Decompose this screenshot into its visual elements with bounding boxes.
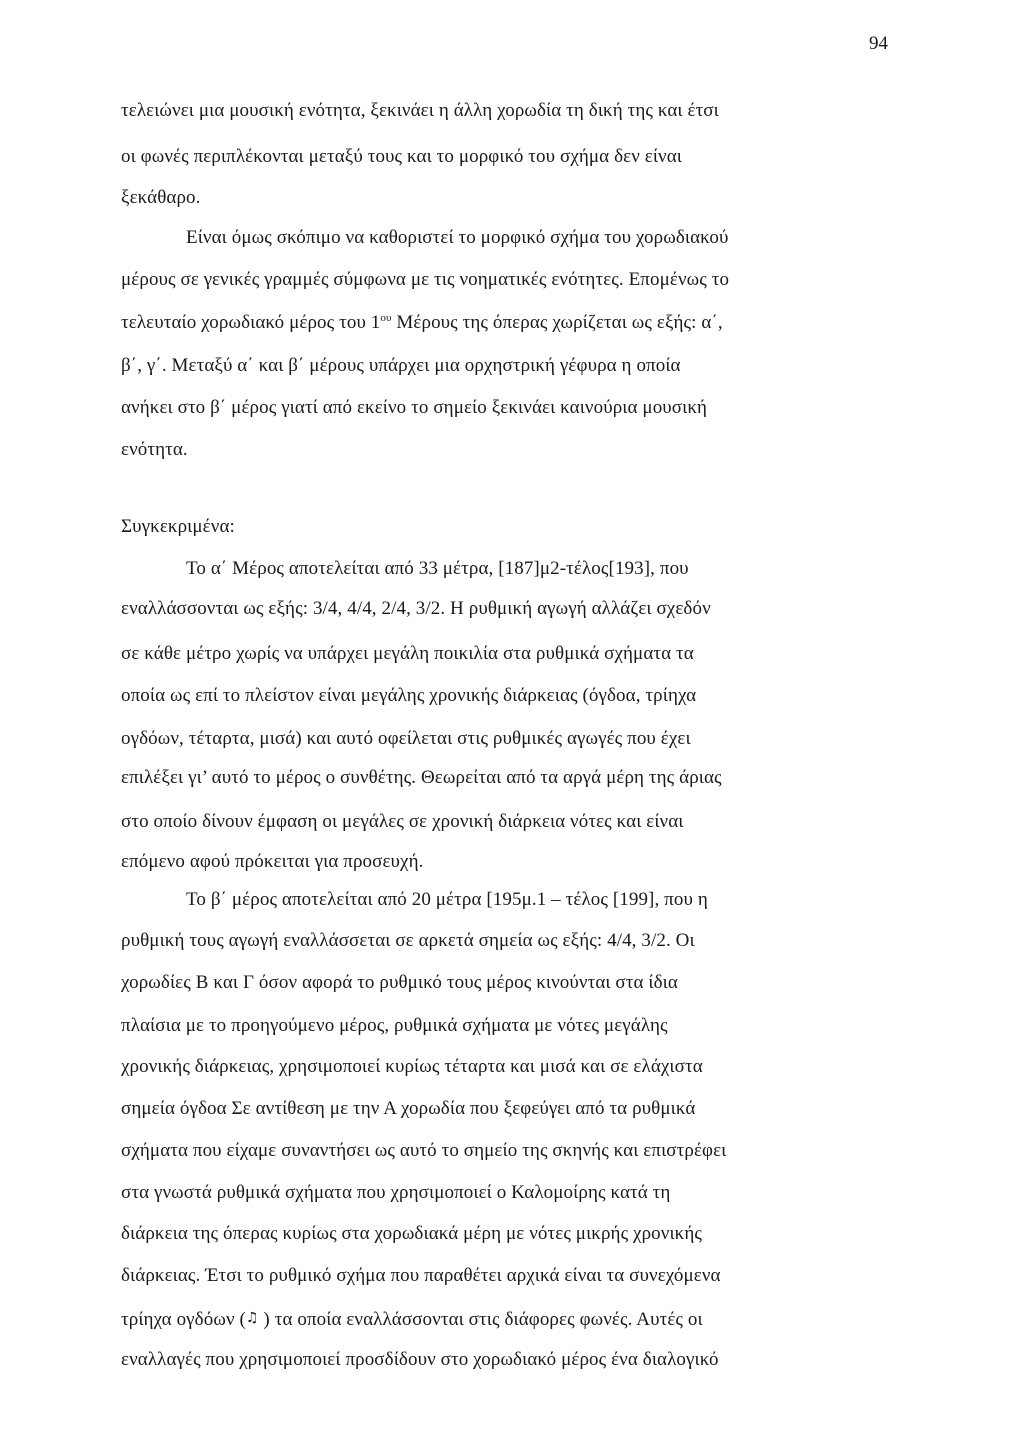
text-line-30: εναλλαγές που χρησιμοποιεί προσδίδουν στο χορωδιακό μέρος ένα διαλογικό	[121, 1349, 719, 1370]
text-line-7: β΄, γ΄. Μεταξύ α΄ και β΄ μέρους υπάρχει μια ορχηστρική γέφυρα η οποία	[121, 355, 681, 376]
text-line-10: Συγκεκριμένα:	[121, 516, 235, 537]
text-line-13: σε κάθε μέτρο χωρίς να υπάρχει μεγάλη ποικιλία στα ρυθμικά σχήματα τα	[121, 643, 694, 664]
text-line-29-after: ) τα οποία εναλλάσσονται στις διάφορες φωνές. Αυτές οι	[258, 1309, 703, 1330]
text-line-29-before: τρίηχα ογδόων (	[121, 1309, 246, 1330]
eighth-notes-triplet-icon: ♫	[245, 1310, 259, 1326]
text-line-27: διάρκεια της όπερας κυρίως στα χορωδιακά μέρη με νότες μικρής χρονικής	[121, 1223, 703, 1244]
text-line-25: σχήματα που είχαμε συναντήσει ως αυτό το σημείο της σκηνής και επιστρέφει	[121, 1140, 727, 1161]
text-line-20: ρυθμική τους αγωγή εναλλάσσεται σε αρκετά σημεία ως εξής: 4/4, 3/2. Οι	[121, 930, 695, 951]
text-line-11: Το α΄ Μέρος αποτελείται από 33 μέτρα, [187]μ2-τέλος[193], που	[186, 558, 689, 579]
text-line-2: οι φωνές περιπλέκονται μεταξύ τους και το μορφικό του σχήμα δεν είναι	[121, 146, 682, 167]
text-line-24: σημεία όγδοα Σε αντίθεση με την Α χορωδία που ξεφεύγει από τα ρυθμικά	[121, 1098, 696, 1119]
page-number: 94	[869, 33, 888, 54]
text-line-1: τελειώνει μια μουσική ενότητα, ξεκινάει η άλλη χορωδία τη δική της και έτσι	[121, 100, 719, 121]
text-line-26: στα γνωστά ρυθμικά σχήματα που χρησιμοποιεί ο Καλομοίρης κατά τη	[121, 1182, 671, 1203]
text-line-23: χρονικής διάρκειας, χρησιμοποιεί κυρίως τέταρτα και μισά και σε ελάχιστα	[121, 1056, 703, 1077]
text-line-6-after: Μέρους της όπερας χωρίζεται ως εξής: α΄,	[391, 312, 723, 333]
text-line-4: Είναι όμως σκόπιμο να καθοριστεί το μορφικό σχήμα του χορωδιακού	[186, 227, 729, 248]
text-line-9: ενότητα.	[121, 439, 188, 460]
text-line-8: ανήκει στο β΄ μέρος γιατί από εκείνο το σημείο ξεκινάει καινούρια μουσική	[121, 397, 708, 418]
text-line-6-before: τελευταίο χορωδιακό μέρος του 1	[121, 312, 381, 333]
text-line-5: μέρους σε γενικές γραμμές σύμφωνα με τις νοηματικές ενότητες. Επομένως το	[121, 269, 730, 290]
text-line-28: διάρκειας. Έτσι το ρυθμικό σχήμα που παραθέτει αρχικά είναι τα συνεχόμενα	[121, 1265, 721, 1286]
text-line-17: στο οποίο δίνουν έμφαση οι μεγάλες σε χρονική διάρκεια νότες και είναι	[121, 811, 684, 832]
text-line-18: επόμενο αφού πρόκειται για προσευχή.	[121, 851, 424, 872]
text-line-14: οποία ως επί το πλείστον είναι μεγάλης χρονικής διάρκειας (όγδοα, τρίηχα	[121, 685, 697, 706]
ordinal-superscript: ου	[380, 312, 392, 324]
text-line-3: ξεκάθαρο.	[121, 187, 201, 208]
text-line-12: εναλλάσσονται ως εξής: 3/4, 4/4, 2/4, 3/2. Η ρυθμική αγωγή αλλάζει σχεδόν	[121, 598, 711, 619]
text-line-15: ογδόων, τέταρτα, μισά) και αυτό οφείλεται στις ρυθμικές αγωγές που έχει	[121, 728, 691, 749]
text-line-16: επιλέξει γι’ αυτό το μέρος ο συνθέτης. Θεωρείται από τα αργά μέρη της άριας	[121, 767, 722, 788]
text-line-6	[121, 311, 723, 335]
text-line-19: Το β΄ μέρος αποτελείται από 20 μέτρα [195μ.1 – τέλος [199], που η	[186, 889, 708, 910]
text-line-29	[121, 1306, 703, 1332]
text-line-22: πλαίσια με το προηγούμενο μέρος, ρυθμικά σχήματα με νότες μεγάλης	[121, 1015, 668, 1036]
text-line-21: χορωδίες Β και Γ όσον αφορά το ρυθμικό τους μέρος κινούνται στα ίδια	[121, 972, 678, 993]
